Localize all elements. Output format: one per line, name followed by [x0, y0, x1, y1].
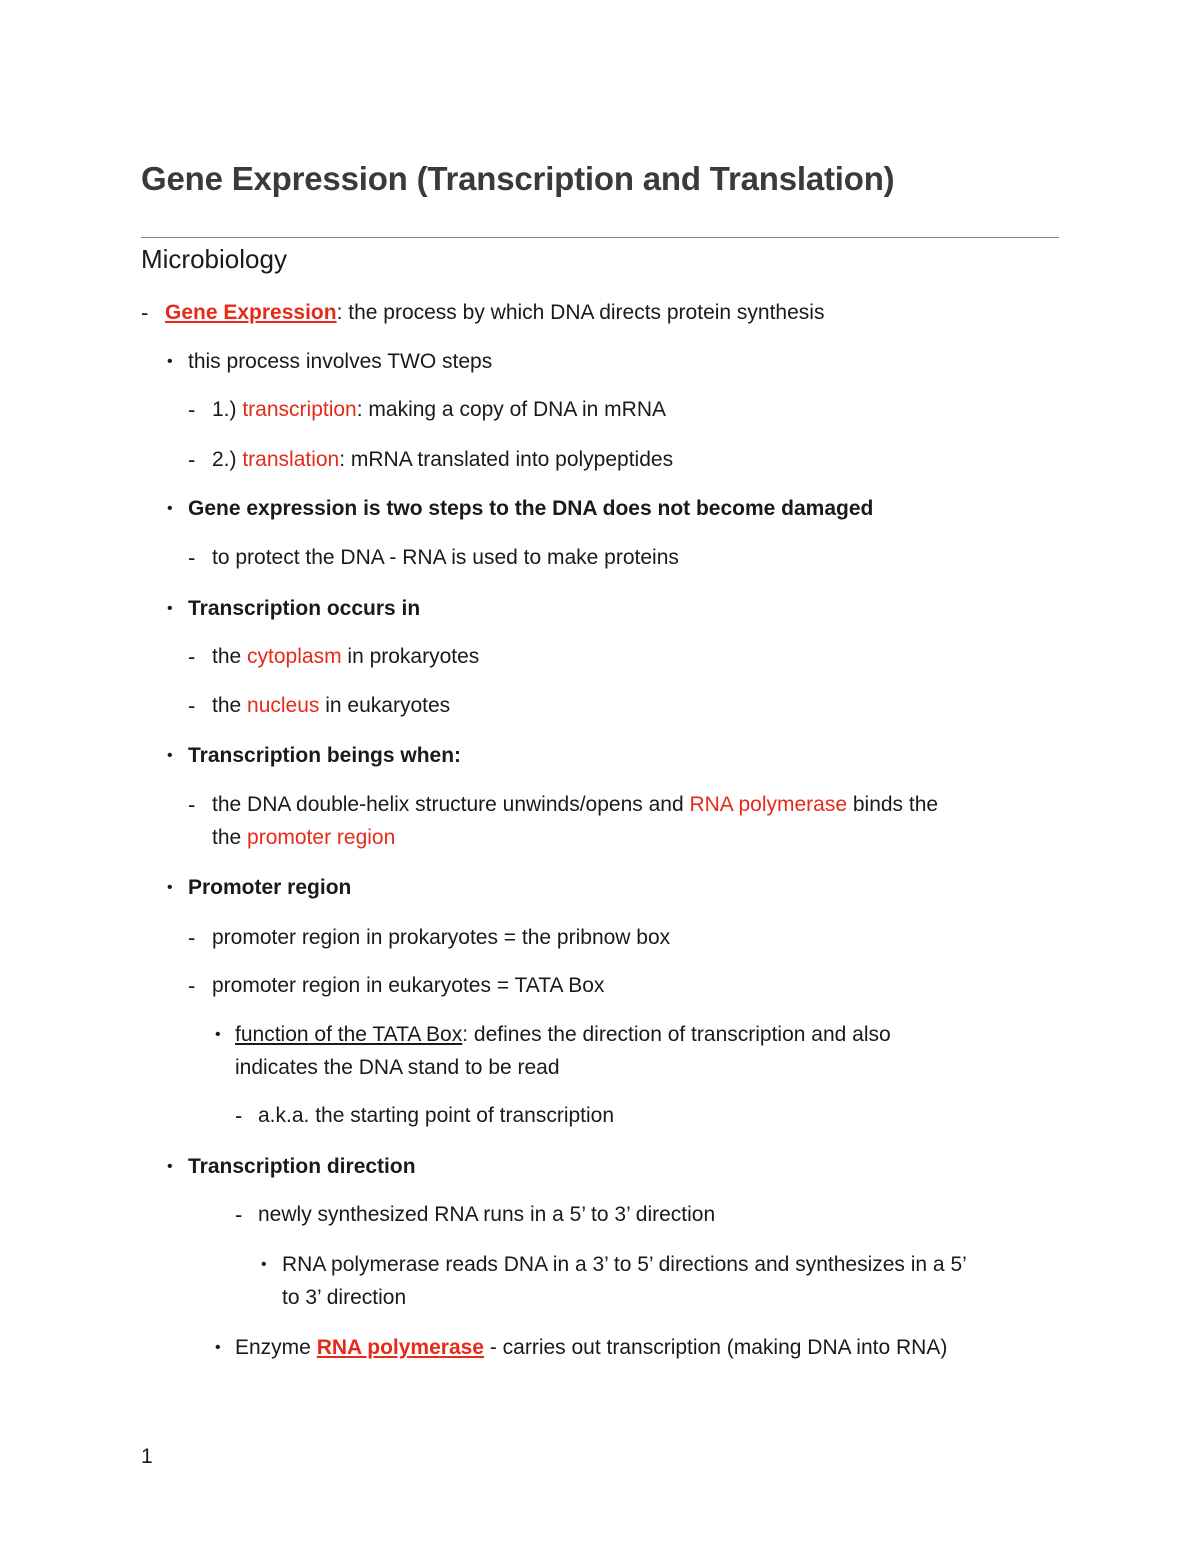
item-text: in prokaryotes: [341, 645, 480, 668]
list-item-continuation: to 3’ direction: [282, 1286, 407, 1309]
list-item: a.k.a. the starting point of transcription: [258, 1104, 615, 1127]
highlight-term: promoter region: [247, 826, 396, 849]
bullet-marker: •: [215, 1339, 221, 1356]
list-item: Transcription occurs in: [188, 597, 421, 620]
highlight-term: RNA polymerase: [316, 1336, 484, 1359]
page-title: Gene Expression (Transcription and Translation): [141, 160, 895, 197]
dash-marker: -: [235, 1202, 243, 1227]
list-item: [212, 689, 450, 722]
list-item: [212, 393, 666, 426]
item-text: the DNA double-helix structure unwinds/opens and: [212, 793, 690, 816]
list-item-continuation: [212, 821, 395, 854]
list-item-continuation: indicates the DNA stand to be read: [235, 1056, 560, 1079]
dash-marker: -: [188, 644, 196, 669]
item-text: Enzyme: [235, 1336, 317, 1359]
bullet-marker: •: [167, 747, 173, 764]
list-item: [212, 443, 673, 476]
title-divider: [141, 237, 1059, 238]
dash-marker: -: [188, 447, 196, 472]
page-number: 1: [141, 1445, 153, 1468]
highlight-term: nucleus: [247, 694, 320, 717]
list-item: to protect the DNA - RNA is used to make proteins: [212, 546, 679, 569]
dash-marker: -: [141, 300, 149, 325]
item-text: 1.): [212, 398, 243, 421]
list-item: this process involves TWO steps: [188, 350, 493, 373]
highlight-term: RNA polymerase: [689, 793, 848, 816]
list-item: Transcription beings when:: [188, 744, 462, 767]
item-text: the: [212, 826, 248, 849]
underlined-term: function of the TATA Box: [235, 1023, 463, 1046]
list-item: Transcription direction: [188, 1155, 416, 1178]
list-item: [165, 296, 824, 329]
highlight-term: transcription: [242, 398, 357, 421]
highlight-term: cytoplasm: [247, 645, 342, 668]
dash-marker: -: [188, 973, 196, 998]
list-item: promoter region in eukaryotes = TATA Box: [212, 974, 605, 997]
dash-marker: -: [188, 792, 196, 817]
item-text: : the process by which DNA directs protein synthesis: [336, 301, 825, 324]
highlight-term: Gene Expression: [165, 301, 337, 324]
list-item: Gene expression is two steps to the DNA does not become damaged: [188, 497, 874, 520]
bullet-marker: •: [167, 500, 173, 517]
item-text: binds the: [847, 793, 939, 816]
item-text: : making a copy of DNA in mRNA: [356, 398, 667, 421]
item-text: : defines the direction of transcription and also: [462, 1023, 891, 1046]
list-item: [212, 640, 479, 673]
dash-marker: -: [188, 925, 196, 950]
item-text: the: [212, 694, 248, 717]
bullet-marker: •: [167, 600, 173, 617]
dash-marker: -: [188, 545, 196, 570]
list-item: [235, 1018, 891, 1051]
item-text: in eukaryotes: [319, 694, 451, 717]
list-item: Promoter region: [188, 876, 352, 899]
bullet-marker: •: [167, 1158, 173, 1175]
bullet-marker: •: [215, 1026, 221, 1043]
dash-marker: -: [188, 693, 196, 718]
section-heading: Microbiology: [141, 244, 287, 274]
list-item: RNA polymerase reads DNA in a 3’ to 5’ directions and synthesizes in a 5’: [282, 1253, 967, 1276]
bullet-marker: •: [167, 879, 173, 896]
bullet-marker: •: [261, 1256, 267, 1273]
dash-marker: -: [235, 1103, 243, 1128]
list-item: [235, 1331, 947, 1364]
bullet-marker: •: [167, 353, 173, 370]
item-text: : mRNA translated into polypeptides: [339, 448, 674, 471]
list-item: newly synthesized RNA runs in a 5’ to 3’ direction: [258, 1203, 716, 1226]
list-item: promoter region in prokaryotes = the pribnow box: [212, 926, 671, 949]
highlight-term: translation: [242, 448, 340, 471]
item-text: 2.): [212, 448, 243, 471]
item-text: - carries out transcription (making DNA into RNA): [484, 1336, 948, 1359]
list-item: [212, 788, 938, 821]
item-text: the: [212, 645, 248, 668]
dash-marker: -: [188, 397, 196, 422]
